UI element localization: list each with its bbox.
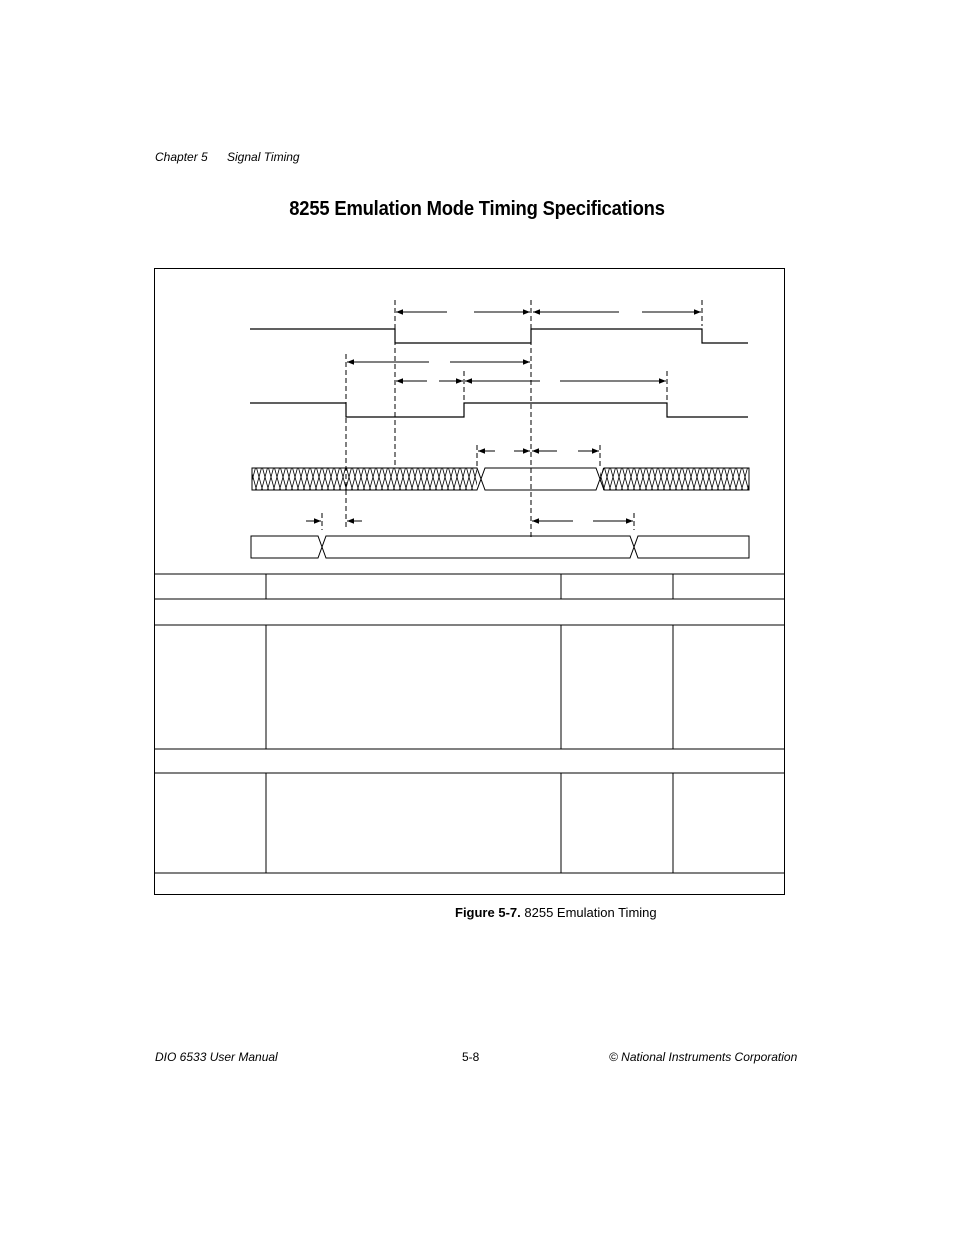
footer-copyright: © National Instruments Corporation bbox=[609, 1050, 798, 1064]
data-bus-invalid-left bbox=[252, 468, 477, 490]
timing-spec-table bbox=[154, 574, 785, 873]
footer-page-number: 5-8 bbox=[462, 1050, 480, 1064]
timing-reference-lines bbox=[322, 300, 702, 538]
data-bus-invalid-right bbox=[600, 468, 749, 490]
header-chapter: Chapter 5 bbox=[155, 150, 208, 164]
figure-title: 8255 Emulation Timing bbox=[524, 905, 657, 920]
figure-number: Figure 5-7. bbox=[455, 905, 521, 920]
page-heading: 8255 Emulation Mode Timing Specifications bbox=[289, 198, 665, 220]
figure-caption bbox=[455, 905, 657, 920]
header-section: Signal Timing bbox=[227, 150, 300, 164]
timing-diagram bbox=[154, 268, 785, 895]
footer-manual-title: DIO 6533 User Manual bbox=[155, 1050, 278, 1064]
output-bus-waveform bbox=[251, 536, 749, 558]
data-bus-waveform bbox=[252, 468, 749, 490]
waveform-signal-1 bbox=[250, 329, 748, 343]
waveform-signal-2 bbox=[250, 403, 748, 417]
